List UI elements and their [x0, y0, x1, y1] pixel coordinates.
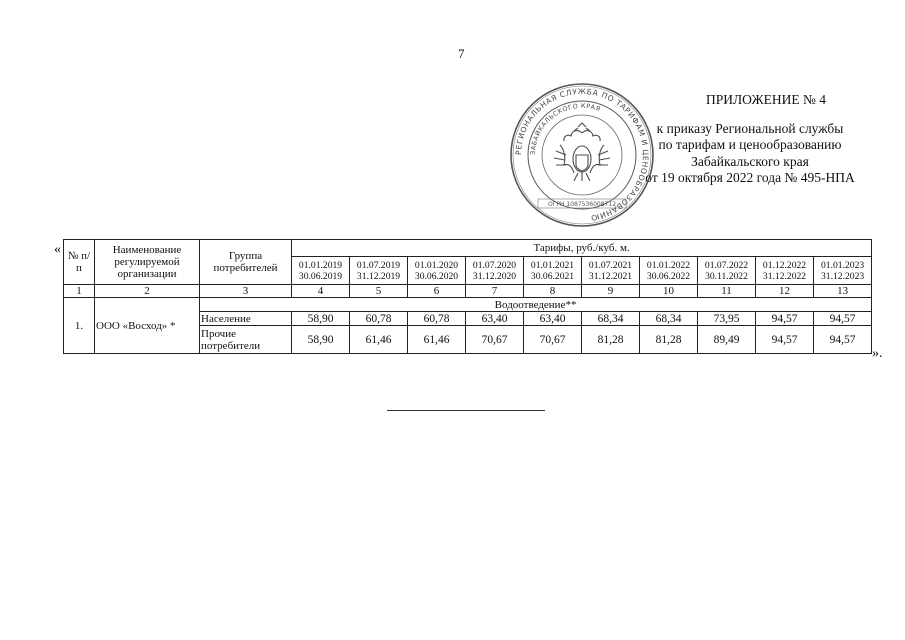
- column-number: 9: [582, 285, 640, 298]
- header-organization: Наименование регулируемой организации: [95, 240, 200, 285]
- tariff-value: 68,34: [582, 312, 640, 326]
- period-to: 31.12.2023: [820, 270, 865, 282]
- period-to: 30.06.2021: [530, 270, 575, 282]
- period-header: [466, 257, 524, 285]
- period-header: [292, 257, 350, 285]
- tariff-value: 94,57: [756, 326, 814, 354]
- period-from: 01.01.2022: [646, 259, 691, 271]
- column-number: 8: [524, 285, 582, 298]
- tariff-value: 60,78: [350, 312, 408, 326]
- appendix-line: по тарифам и ценообразованию: [658, 137, 842, 152]
- period-to: 31.12.2019: [356, 270, 401, 282]
- column-number: 13: [814, 285, 872, 298]
- tariff-table: [63, 239, 872, 354]
- tariff-value: 61,46: [408, 326, 466, 354]
- column-number: 5: [350, 285, 408, 298]
- appendix-header: [600, 92, 900, 187]
- period-from: 01.07.2020: [472, 259, 517, 271]
- consumer-group: Население: [200, 312, 292, 326]
- column-number: 4: [292, 285, 350, 298]
- section-title: Водоотведение**: [200, 298, 872, 312]
- tariff-value: 68,34: [640, 312, 698, 326]
- period-header: [582, 257, 640, 285]
- column-number: 7: [466, 285, 524, 298]
- seal-ogrn-text: ОГРН 1087536008712: [547, 201, 617, 208]
- appendix-title: ПРИЛОЖЕНИЕ № 4: [705, 92, 827, 107]
- seal-outer-text: РЕГИОНАЛЬНАЯ СЛУЖБА ПО ТАРИФАМ И ЦЕНООБРАЗОВАНИЮ: [513, 86, 651, 223]
- period-header: [698, 257, 756, 285]
- header-consumer-group: Группа потребителей: [200, 240, 292, 285]
- tariff-value: 89,49: [698, 326, 756, 354]
- tariff-value: 73,95: [698, 312, 756, 326]
- period-to: 31.12.2020: [472, 270, 517, 282]
- period-from: 01.07.2022: [704, 259, 749, 271]
- period-from: 01.01.2019: [298, 259, 343, 271]
- column-number: 1: [64, 285, 95, 298]
- row-number: 1.: [64, 298, 95, 354]
- tariff-value: 81,28: [582, 326, 640, 354]
- period-to: 31.12.2021: [588, 270, 633, 282]
- period-from: 01.07.2019: [356, 259, 401, 271]
- header-number: № п/п: [64, 240, 95, 285]
- page-number: 7: [458, 46, 465, 61]
- period-header: [524, 257, 582, 285]
- seal-inner-text: ЗАБАЙКАЛЬСКОГО КРАЯ: [528, 101, 602, 156]
- period-to: 30.06.2019: [298, 270, 343, 282]
- tariff-value: 58,90: [292, 312, 350, 326]
- column-number: 3: [200, 285, 292, 298]
- period-to: 31.12.2022: [762, 270, 807, 282]
- tariff-value: 70,67: [466, 326, 524, 354]
- column-number: 6: [408, 285, 466, 298]
- consumer-group: Прочие потребители: [200, 326, 292, 354]
- closing-quote: ».: [872, 346, 883, 361]
- period-header: [408, 257, 466, 285]
- appendix-line: Забайкальского края: [691, 153, 809, 169]
- section-row: [64, 298, 872, 312]
- column-number-row: [64, 285, 872, 298]
- tariff-value: 58,90: [292, 326, 350, 354]
- tariff-value: 60,78: [408, 312, 466, 326]
- appendix-line: к приказу Региональной службы: [656, 120, 844, 136]
- period-header: [814, 257, 872, 285]
- footer-divider: [387, 410, 545, 411]
- tariff-value: 63,40: [466, 312, 524, 326]
- period-from: 01.01.2023: [820, 259, 865, 271]
- opening-quote: «: [54, 242, 61, 257]
- period-to: 30.06.2020: [414, 270, 459, 282]
- period-header: [756, 257, 814, 285]
- period-from: 01.07.2021: [588, 259, 633, 271]
- appendix-line: от 19 октября 2022 года № 495-НПА: [645, 170, 855, 185]
- column-number: 10: [640, 285, 698, 298]
- period-from: 01.01.2020: [414, 259, 459, 271]
- tariff-value: 94,57: [756, 312, 814, 326]
- header-tariffs: Тарифы, руб./куб. м.: [292, 240, 872, 257]
- period-from: 01.01.2021: [530, 259, 575, 271]
- tariff-value: 61,46: [350, 326, 408, 354]
- column-number: 2: [95, 285, 200, 298]
- tariff-value: 63,40: [524, 312, 582, 326]
- period-to: 30.11.2022: [705, 270, 748, 282]
- period-from: 01.12.2022: [762, 259, 807, 271]
- period-header: [640, 257, 698, 285]
- column-number: 12: [756, 285, 814, 298]
- tariff-value: 94,57: [814, 312, 872, 326]
- tariff-value: 94,57: [814, 326, 872, 354]
- organization-name: ООО «Восход» *: [95, 298, 200, 354]
- period-to: 30.06.2022: [646, 270, 691, 282]
- column-number: 11: [698, 285, 756, 298]
- tariff-value: 70,67: [524, 326, 582, 354]
- period-header: [350, 257, 408, 285]
- tariff-value: 81,28: [640, 326, 698, 354]
